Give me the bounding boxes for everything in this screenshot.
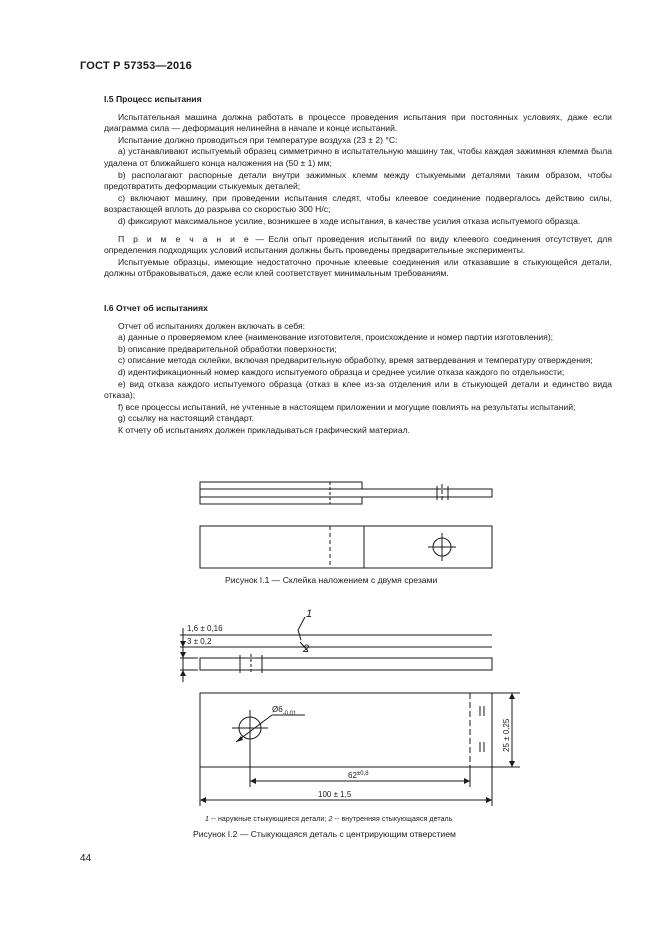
fig2-hole-dia-value: Ø6 bbox=[272, 705, 283, 714]
legend-text: -- внутренняя стыкующаяся деталь bbox=[332, 816, 453, 823]
fig2-plan-outline bbox=[200, 693, 492, 767]
figure-2-legend bbox=[205, 816, 453, 823]
fig2-dim-62-tol: ±0,8 bbox=[356, 771, 369, 777]
figure-1-caption: Рисунок I.1 — Склейка наложением с двумя срезами bbox=[225, 575, 438, 585]
section-i6 bbox=[104, 303, 612, 437]
paragraph: Испытательная машина должна работать в процессе проведения испытания при постоянных условиях, даже если диаграмма сила — деформация нелинейна в начале и конце испытаний. bbox=[104, 111, 612, 134]
fig2-dim-gap: 3 ± 0,2 bbox=[187, 637, 212, 646]
fig1-outer-strip-top bbox=[200, 482, 362, 489]
list-item: а) устанавливают испытуемый образец симметрично в испытательную машину так, чтобы каждая зажимная клемма была удалена от ближайшего конца наложения на (50 ± 1) мм; bbox=[104, 146, 612, 168]
list-item: с) описание метода склейки, включая предварительную обработку, время затвердевания и температуру отверждения; bbox=[118, 355, 593, 366]
legend-number: 1 bbox=[205, 816, 209, 823]
page-number: 44 bbox=[80, 853, 92, 864]
fig2-leader-2 bbox=[300, 642, 308, 651]
figure-2-caption: Рисунок I.2 — Стыкующаяся деталь с центрирующим отверстием bbox=[193, 829, 456, 839]
fig2-label-2: 2 bbox=[303, 643, 310, 655]
list-item: f) все процессы испытаний, не учтенные в настоящем приложении и могущие повлиять на результаты испытаний; bbox=[118, 401, 576, 412]
paragraph: Испытание должно проводиться при температуре воздуха (23 ± 2) °С: bbox=[118, 134, 398, 145]
fig2-hole bbox=[239, 717, 261, 739]
fig1-plan-outline bbox=[200, 526, 492, 568]
note-label: П р и м е ч а н и е bbox=[118, 233, 251, 244]
document-header: ГОСТ Р 57353—2016 bbox=[80, 60, 192, 72]
fig2-dim-62-value: 62 bbox=[348, 771, 357, 780]
list-item: е) вид отказа каждого испытуемого образца (отказ в клее из-за отделения или в стыкующей детали и единство вида отказа); bbox=[104, 378, 612, 401]
list-item: d) идентификационный номер каждого испытуемого образца и среднее усилие отказа каждого по отдельности; bbox=[118, 366, 565, 377]
section-i5 bbox=[104, 94, 612, 280]
note bbox=[104, 234, 612, 257]
fig2-side-strip bbox=[200, 658, 492, 670]
section-heading: I.5 Процесс испытания bbox=[104, 94, 202, 104]
section-heading: I.6 Отчет об испытаниях bbox=[104, 303, 208, 313]
list-item: d) фиксируют максимальное усилие, возникшее в ходе испытания, в качестве усилия отказа испытуемого образца. bbox=[118, 215, 581, 226]
list-item: с) включают машину, при проведении испытания следят, чтобы клеевое соединение подвергалось действию силы, возрастающей вплоть до разрыва со скоростью 300 Н/с; bbox=[104, 192, 612, 215]
fig2-dim-62 bbox=[348, 771, 369, 780]
paragraph: Испытуемые образцы, имеющие недостаточно прочные клеевые соединения или отказавшие в стыкующейся детали, должны отбраковываться, даже если клей соответствует минимальным требованиям. bbox=[104, 256, 612, 279]
fig2-label-1: 1 bbox=[306, 608, 313, 620]
fig2-dim-100: 100 ± 1,5 bbox=[318, 790, 352, 799]
fig2-dim-25: 25 ± 0,25 bbox=[502, 718, 511, 752]
list-item: b) описание предварительной обработки поверхности; bbox=[118, 343, 337, 354]
fig2-dim-thickness: 1,6 ± 0,16 bbox=[187, 624, 223, 633]
note-text: — Если опыт проведения испытаний по виду клеевого соединения отсутствует, для определения подходящих условий испытания должны быть проведены предварительные эксперименты. bbox=[104, 233, 612, 256]
fig2-hole-dia bbox=[272, 705, 297, 717]
fig2-hole-dia-tol: -0,01 bbox=[282, 711, 297, 717]
fig2-leader-1 bbox=[298, 617, 305, 640]
legend-text: -- наружные стыкующиеся детали; bbox=[209, 816, 329, 823]
fig1-outer-strip-bottom bbox=[200, 497, 362, 504]
fig2-hole-leader bbox=[236, 715, 272, 742]
paragraph: К отчету об испытаниях должен прикладываться графический материал. bbox=[118, 424, 411, 435]
fig1-hole bbox=[433, 538, 451, 556]
list-item: а) данные о проверяемом клее (наименование изготовителя, происхождение и номер партии изготовления); bbox=[118, 332, 554, 343]
fig1-inner-strip bbox=[200, 489, 492, 497]
paragraph: Отчет об испытаниях должен включать в себя: bbox=[118, 320, 305, 331]
list-item: b) располагают распорные детали внутри зажимных клемм между стыкуемыми деталями таким образом, чтобы предотвратить деформации стыкуемых деталей; bbox=[104, 169, 612, 192]
legend-number: 2 bbox=[328, 816, 333, 823]
list-item: g) ссылку на настоящий стандарт. bbox=[118, 413, 254, 424]
